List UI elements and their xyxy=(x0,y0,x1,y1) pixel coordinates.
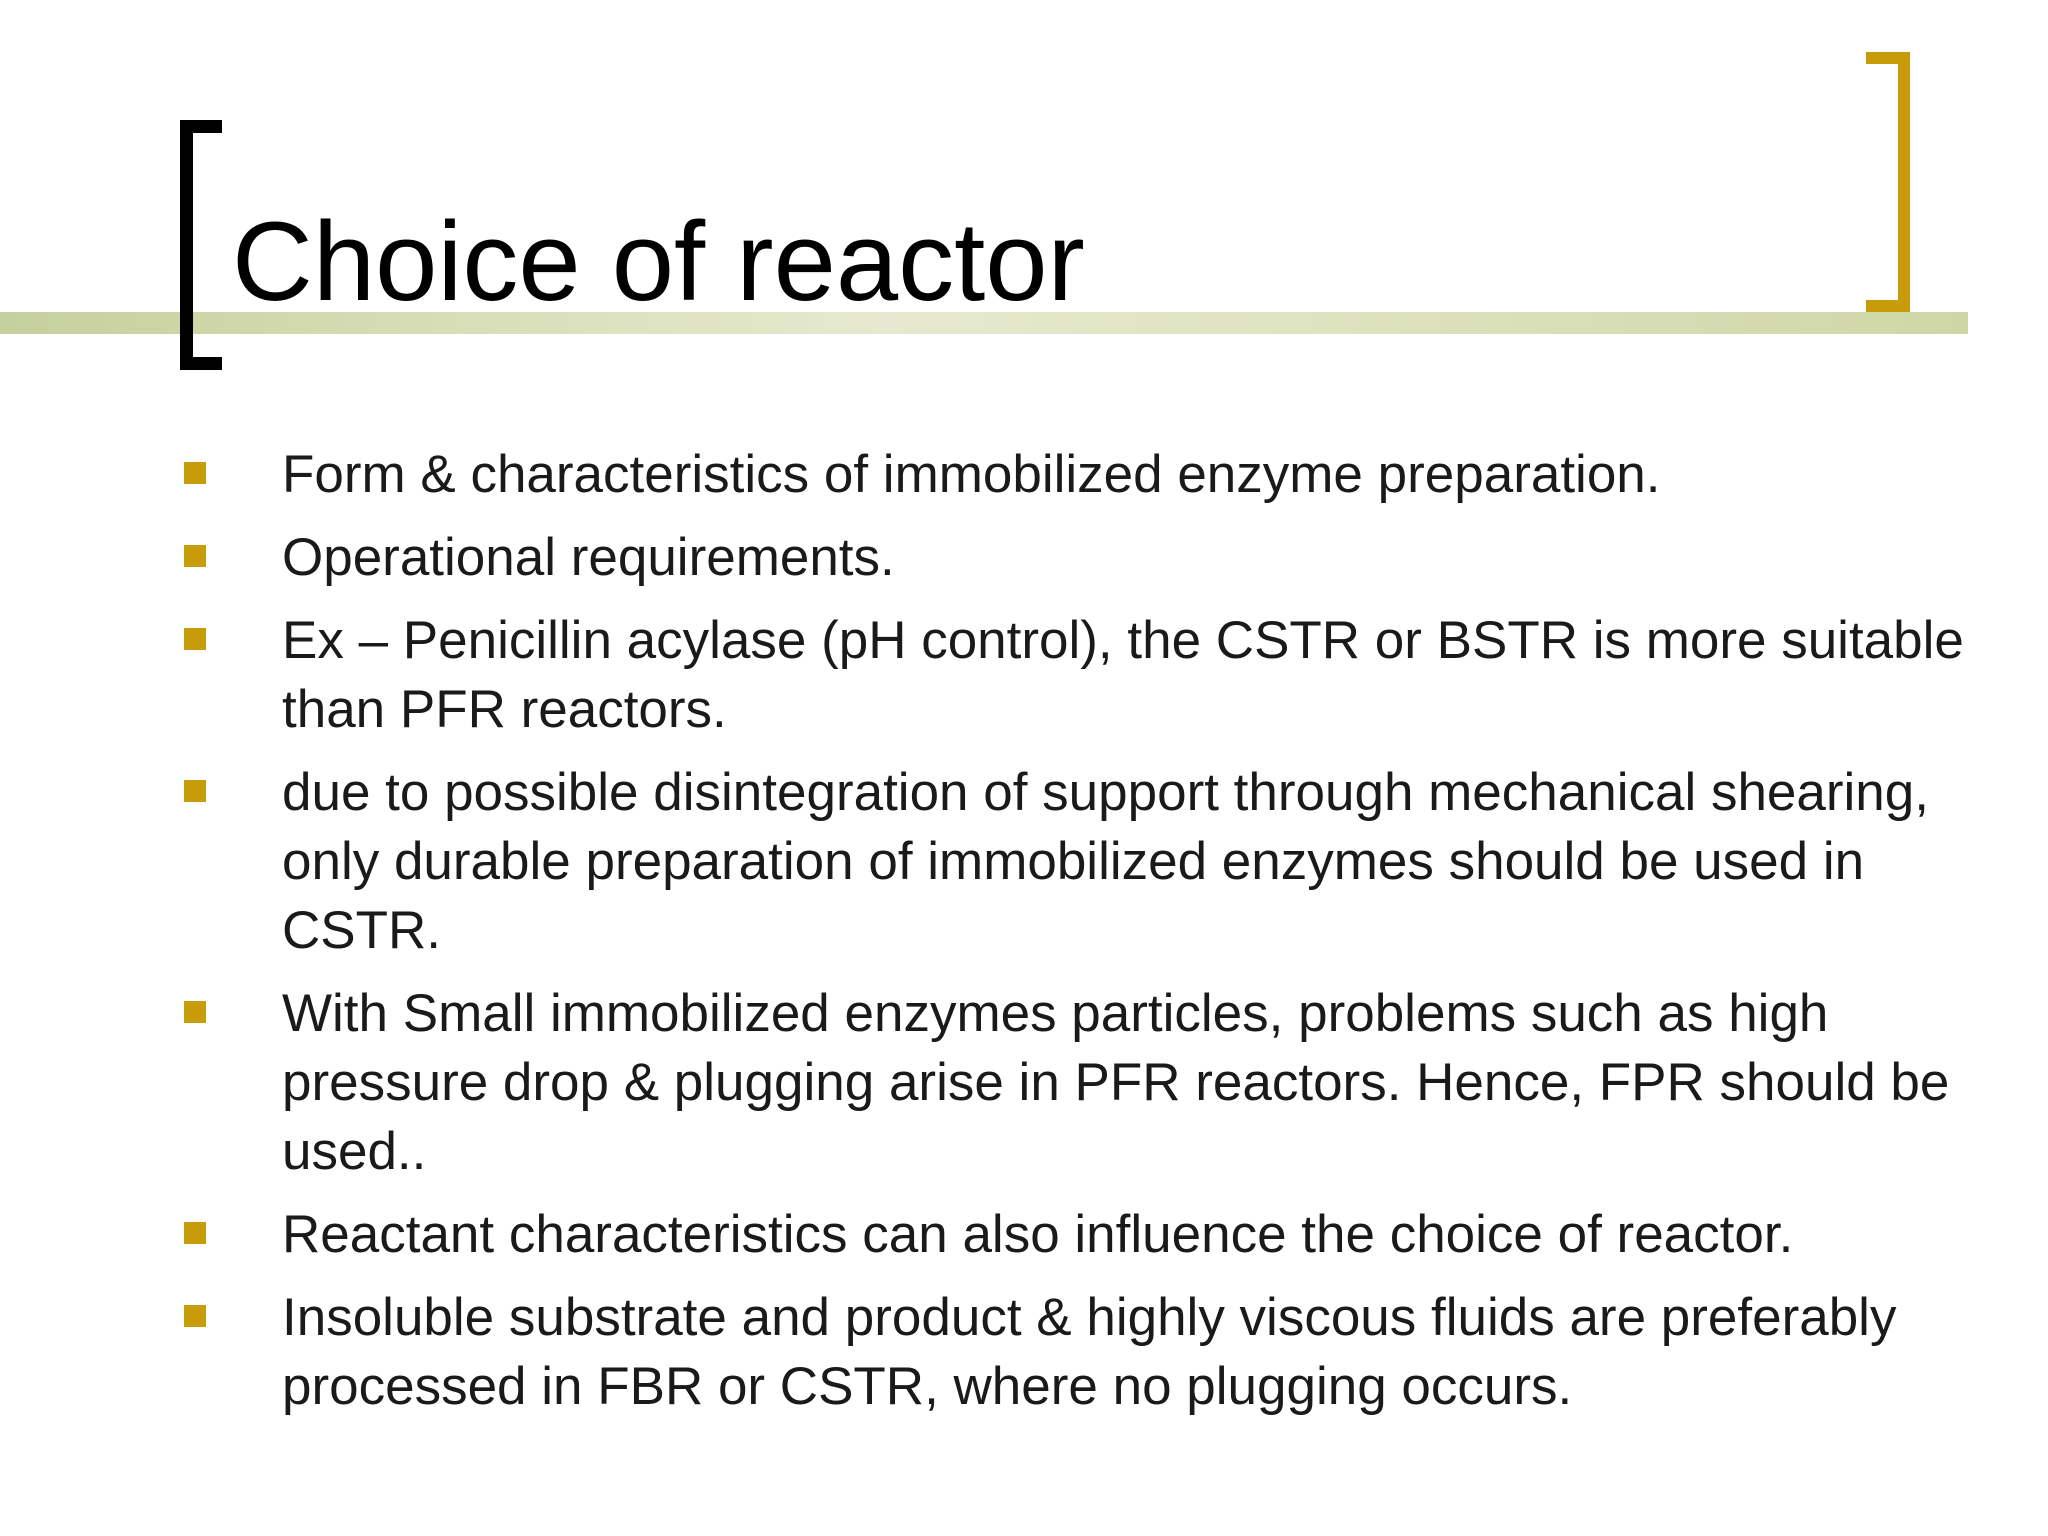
bullet-text: Ex – Penicillin acylase (pH control), the CSTR or BSTR is more suitable than PFR reactors. xyxy=(282,611,1964,739)
bullet-text: Operational requirements. xyxy=(282,528,895,587)
bullet-text: Form & characteristics of immobilized enzyme preparation. xyxy=(282,445,1661,504)
bullet-item xyxy=(180,1283,2010,1421)
square-bullet-icon xyxy=(184,462,206,484)
bullet-item xyxy=(180,758,2010,965)
bullet-item xyxy=(180,1200,2010,1269)
right-bracket-decoration xyxy=(1866,52,1910,312)
square-bullet-icon xyxy=(184,780,206,802)
bullet-item xyxy=(180,440,2010,509)
bullet-item xyxy=(180,523,2010,592)
bullet-text: due to possible disintegration of support through mechanical shearing, only durable preparation of immobilized enzymes should be used in CSTR. xyxy=(282,763,1929,960)
bullet-text: With Small immobilized enzymes particles, problems such as high pressure drop & plugging arise in PFR reactors. Hence, FPR should be used.. xyxy=(282,984,1950,1181)
bullet-text: Insoluble substrate and product & highly viscous fluids are preferably processed in FBR or CSTR, where no plugging occurs. xyxy=(282,1288,1897,1416)
left-bracket-decoration xyxy=(180,120,222,370)
bullet-list xyxy=(180,440,2010,1435)
bullet-text: Reactant characteristics can also influence the choice of reactor. xyxy=(282,1205,1794,1264)
bullet-item xyxy=(180,606,2010,744)
slide-title: Choice of reactor xyxy=(232,199,1085,324)
square-bullet-icon xyxy=(184,545,206,567)
square-bullet-icon xyxy=(184,628,206,650)
square-bullet-icon xyxy=(184,1305,206,1327)
square-bullet-icon xyxy=(184,1001,206,1023)
square-bullet-icon xyxy=(184,1222,206,1244)
bullet-item xyxy=(180,979,2010,1186)
